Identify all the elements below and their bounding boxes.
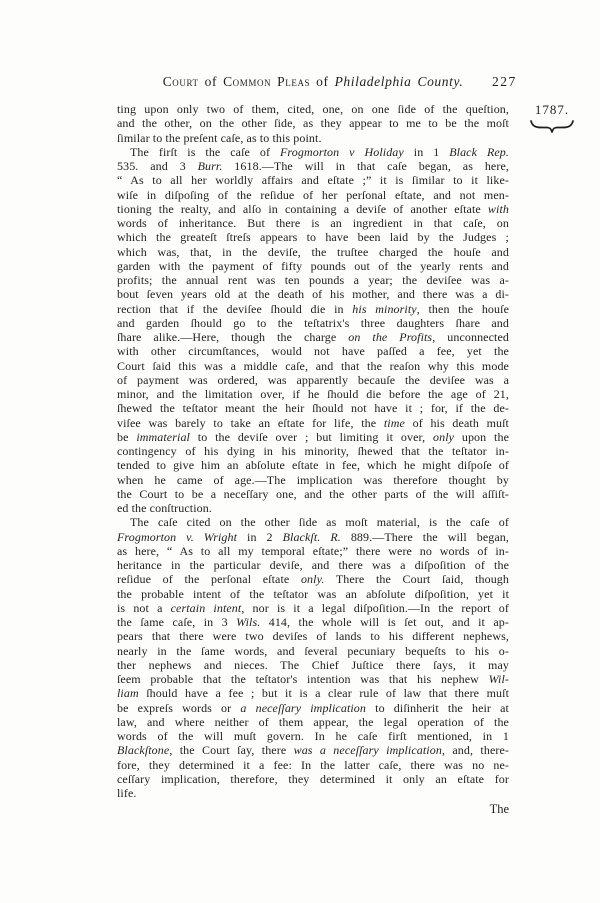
text-segment: and garden ſhould go to the teſtatrix's three daughters ſhare and bbox=[117, 315, 509, 330]
text-segment: reſidue of the perſonal eſtate bbox=[117, 572, 301, 587]
text-segment: upon the bbox=[454, 429, 509, 444]
text-segment: contingency of his dying in his minority, ſhewed that the teſtator in- bbox=[117, 444, 509, 458]
body-text bbox=[117, 102, 509, 800]
italic-text: only. bbox=[300, 572, 325, 587]
text-segment: 535. and 3 bbox=[117, 159, 198, 173]
italic-text: his minority bbox=[352, 301, 417, 316]
italic-text: Philadelphia County. bbox=[334, 74, 464, 89]
text-line bbox=[117, 672, 509, 686]
text-segment: as here, “ As to all my temporal eſtate;” there were no words of in- bbox=[117, 543, 509, 558]
page-number: 227 bbox=[492, 74, 517, 89]
margin-note bbox=[527, 102, 577, 134]
text-segment: rection that if the deviſee ſhould die in bbox=[117, 301, 353, 316]
running-header-title bbox=[163, 74, 464, 89]
text-line bbox=[117, 387, 509, 401]
text-line bbox=[117, 159, 509, 173]
italic-text: Blackſt. R. bbox=[282, 529, 341, 544]
italic-text: Wil- bbox=[488, 672, 509, 686]
text-segment: ſimilar to the preſent caſe, as to this point. bbox=[117, 130, 322, 145]
text-line bbox=[117, 245, 509, 259]
text-line bbox=[117, 316, 509, 330]
italic-text: Burr. bbox=[197, 159, 223, 173]
text-line bbox=[117, 102, 509, 116]
text-segment: life. bbox=[117, 786, 137, 800]
text-line bbox=[117, 145, 509, 159]
text-segment: of bbox=[310, 74, 335, 89]
text-segment: bout ſeven years old at the death of his mother, and there was a di- bbox=[117, 287, 509, 302]
text-segment: fore, they determined it a fee: In the latter caſe, there was no ne- bbox=[117, 757, 509, 772]
text-segment: ſhare alike.—Here, though the charge bbox=[117, 330, 349, 344]
catchword: The bbox=[489, 802, 509, 816]
text-segment: words of inheritance. But there is an ingredient in that caſe, on bbox=[117, 216, 509, 230]
text-segment: the probable intent of the teſtator was an abſolute diſpoſition, yet it bbox=[117, 586, 509, 601]
text-segment: minor, and the limitation over, if he ſhould die before the age of 21, bbox=[117, 387, 509, 401]
italic-text: certain intent bbox=[170, 600, 242, 615]
text-line bbox=[117, 644, 509, 658]
text-segment: is not a bbox=[117, 600, 171, 615]
text-line bbox=[117, 715, 509, 729]
text-segment: and the other, on the other ſide, as they appear to me to be the moſt bbox=[117, 116, 509, 131]
text-line bbox=[117, 230, 509, 244]
text-line bbox=[117, 173, 509, 187]
underbrace-icon bbox=[530, 120, 574, 134]
text-line bbox=[117, 473, 509, 487]
text-segment: heritance in the particular deviſe, and there was a diſpoſition of the bbox=[117, 558, 509, 572]
text-line bbox=[117, 430, 509, 444]
text-line bbox=[117, 487, 509, 501]
smallcaps-text: Common Pleas bbox=[223, 74, 311, 89]
text-segment: , and, there- bbox=[441, 743, 510, 758]
text-segment: law, and where neither of them appear, the legal operation of the bbox=[117, 714, 509, 729]
italic-text: Frogmorton v. Wright bbox=[117, 529, 238, 544]
italic-text: Blackſtone bbox=[117, 743, 170, 758]
text-segment: to diſinherit the heir at bbox=[366, 700, 509, 715]
text-segment: Court ſaid this was a middle caſe, and that the reaſon why this mode bbox=[117, 358, 509, 373]
paragraph bbox=[117, 102, 509, 145]
text-segment: ſeem probable that the teſtator's intention was that his nephew bbox=[117, 672, 489, 686]
text-segment: , the Court ſay, there bbox=[169, 743, 294, 758]
margin-year: 1787. bbox=[534, 102, 570, 117]
text-line bbox=[117, 416, 509, 430]
text-line bbox=[117, 515, 509, 529]
text-segment: of payment was ordered, was apparently becauſe the deviſee was a bbox=[117, 372, 509, 387]
italic-text: Frogmorton v Holiday bbox=[280, 144, 404, 159]
text-segment: ther nephews and nieces. The Chief Juſtice there ſays, it may bbox=[117, 657, 509, 672]
text-segment: with other circumſtances, would not have paſſed a fee, yet the bbox=[117, 344, 509, 359]
smallcaps-text: Court bbox=[162, 74, 199, 89]
italic-text: on the Profits bbox=[348, 330, 433, 344]
italic-text: Wils. bbox=[236, 615, 261, 629]
text-segment: the Court to be a neceſſary one, and the other parts of the will aſſiſt- bbox=[117, 486, 509, 501]
text-segment: 1618.—The will in that caſe began, as here, bbox=[222, 159, 509, 173]
text-segment: The firſt is the caſe of bbox=[130, 144, 280, 159]
text-segment: , nor is it a legal diſpoſition.—In the report of bbox=[241, 600, 509, 615]
text-segment: wiſe in diſpoſing of the reſidue of her perſonal eſtate, and not men- bbox=[117, 187, 509, 202]
text-line bbox=[117, 330, 509, 344]
text-segment: the ſame caſe, in 3 bbox=[117, 615, 237, 629]
text-line bbox=[117, 544, 509, 558]
italic-text: a neceſſary implication bbox=[240, 700, 367, 715]
text-segment: be expreſs words or bbox=[117, 700, 241, 715]
text-line bbox=[117, 259, 509, 273]
text-line bbox=[117, 530, 509, 544]
italic-text: was a neceſſary implication bbox=[293, 743, 442, 758]
text-line bbox=[117, 273, 509, 287]
text-segment: , then the houſe bbox=[416, 301, 509, 316]
italic-text: Black Rep. bbox=[449, 144, 510, 159]
text-segment: which the greateſt ſtreſs appears to have been laid by the Judges ; bbox=[117, 230, 509, 245]
text-line bbox=[117, 359, 509, 373]
text-segment: The caſe cited on the other ſide as moſt material, is the caſe of bbox=[130, 515, 509, 530]
text-line bbox=[117, 444, 509, 458]
text-segment: ſhould have a fee ; but it is a clear rule of law that there muſt bbox=[138, 686, 509, 701]
text-line bbox=[117, 131, 509, 145]
text-segment: ſhewed the teſtator meant the heir ſhould not have it ; for, if the de- bbox=[117, 401, 509, 416]
text-segment: ceſſary implication, therefore, they determined it only an eſtate for bbox=[117, 771, 509, 786]
text-segment: which was, that, in the deviſe, the truſtee charged the houſe and bbox=[117, 244, 509, 259]
text-line bbox=[117, 401, 509, 415]
text-line bbox=[117, 458, 509, 472]
text-segment: tended to give him an abſolute eſtate in fee, which he might diſpoſe of bbox=[117, 458, 509, 473]
text-segment: pears that there were two deviſes of lands to his different nephews, bbox=[117, 629, 509, 644]
text-line bbox=[117, 758, 509, 772]
text-segment: of bbox=[198, 74, 224, 89]
text-line bbox=[117, 772, 509, 786]
text-line bbox=[117, 743, 509, 757]
text-line bbox=[117, 501, 509, 515]
text-line bbox=[117, 216, 509, 230]
text-segment: be bbox=[117, 429, 137, 444]
text-segment: “ As to all her worldly affairs and eſtate ;” it is ſimilar to it like- bbox=[117, 173, 509, 188]
text-segment: of his death muſt bbox=[404, 415, 509, 430]
paragraph bbox=[117, 515, 509, 800]
text-segment: viſee was barely to take an eſtate for life, the bbox=[117, 415, 384, 430]
text-line bbox=[117, 302, 509, 316]
text-segment: in 1 bbox=[403, 144, 450, 159]
text-line bbox=[117, 344, 509, 358]
text-segment: There the Court ſaid, though bbox=[324, 572, 510, 587]
italic-text: immaterial bbox=[136, 429, 190, 444]
text-line bbox=[117, 686, 509, 700]
text-segment: ting upon only two of them, cited, one, on one ſide of the queſtion, bbox=[117, 102, 509, 116]
text-line bbox=[117, 572, 509, 586]
text-segment: garden with the payment of fifty pounds out of the yearly rents and bbox=[117, 258, 509, 273]
text-segment: tioning the realty, and alſo in containing a deviſe of another eſtate bbox=[117, 201, 488, 216]
text-segment: 889.—There the will began, bbox=[340, 529, 509, 544]
text-segment: ed the conſtruction. bbox=[117, 501, 212, 515]
text-line bbox=[117, 615, 509, 629]
italic-text: liam bbox=[117, 686, 139, 701]
text-line bbox=[117, 287, 509, 301]
running-header bbox=[117, 74, 509, 90]
text-line bbox=[117, 729, 509, 743]
text-line bbox=[117, 373, 509, 387]
text-segment: 414, the whole will is ſet out, and it ap- bbox=[260, 615, 509, 629]
text-line bbox=[117, 629, 509, 643]
text-segment: nearly in the ſame words, and ſeveral pecuniary bequeſts to his o- bbox=[117, 643, 509, 658]
text-line bbox=[117, 601, 509, 615]
text-line bbox=[117, 558, 509, 572]
paragraph bbox=[117, 145, 509, 516]
text-line bbox=[117, 701, 509, 715]
text-line bbox=[117, 658, 509, 672]
text-segment: in 2 bbox=[237, 529, 283, 544]
text-segment: , unconnected bbox=[432, 330, 509, 344]
italic-text: with bbox=[487, 201, 509, 216]
text-line bbox=[117, 587, 509, 601]
text-segment: profits; the annual rent was ten pounds a year; the deviſee was a- bbox=[117, 273, 509, 287]
text-line bbox=[117, 188, 509, 202]
text-segment: words of the will muſt govern. In he caſe firſt mentioned, in 1 bbox=[117, 729, 509, 743]
text-segment: when he came of age.—The implication was therefore thought by bbox=[117, 472, 509, 487]
text-line bbox=[117, 202, 509, 216]
text-segment: to the deviſe over ; but limiting it over, bbox=[189, 429, 434, 444]
italic-text: time bbox=[383, 415, 405, 430]
text-line bbox=[117, 116, 509, 130]
italic-text: only bbox=[433, 429, 455, 444]
text-line bbox=[117, 786, 509, 800]
